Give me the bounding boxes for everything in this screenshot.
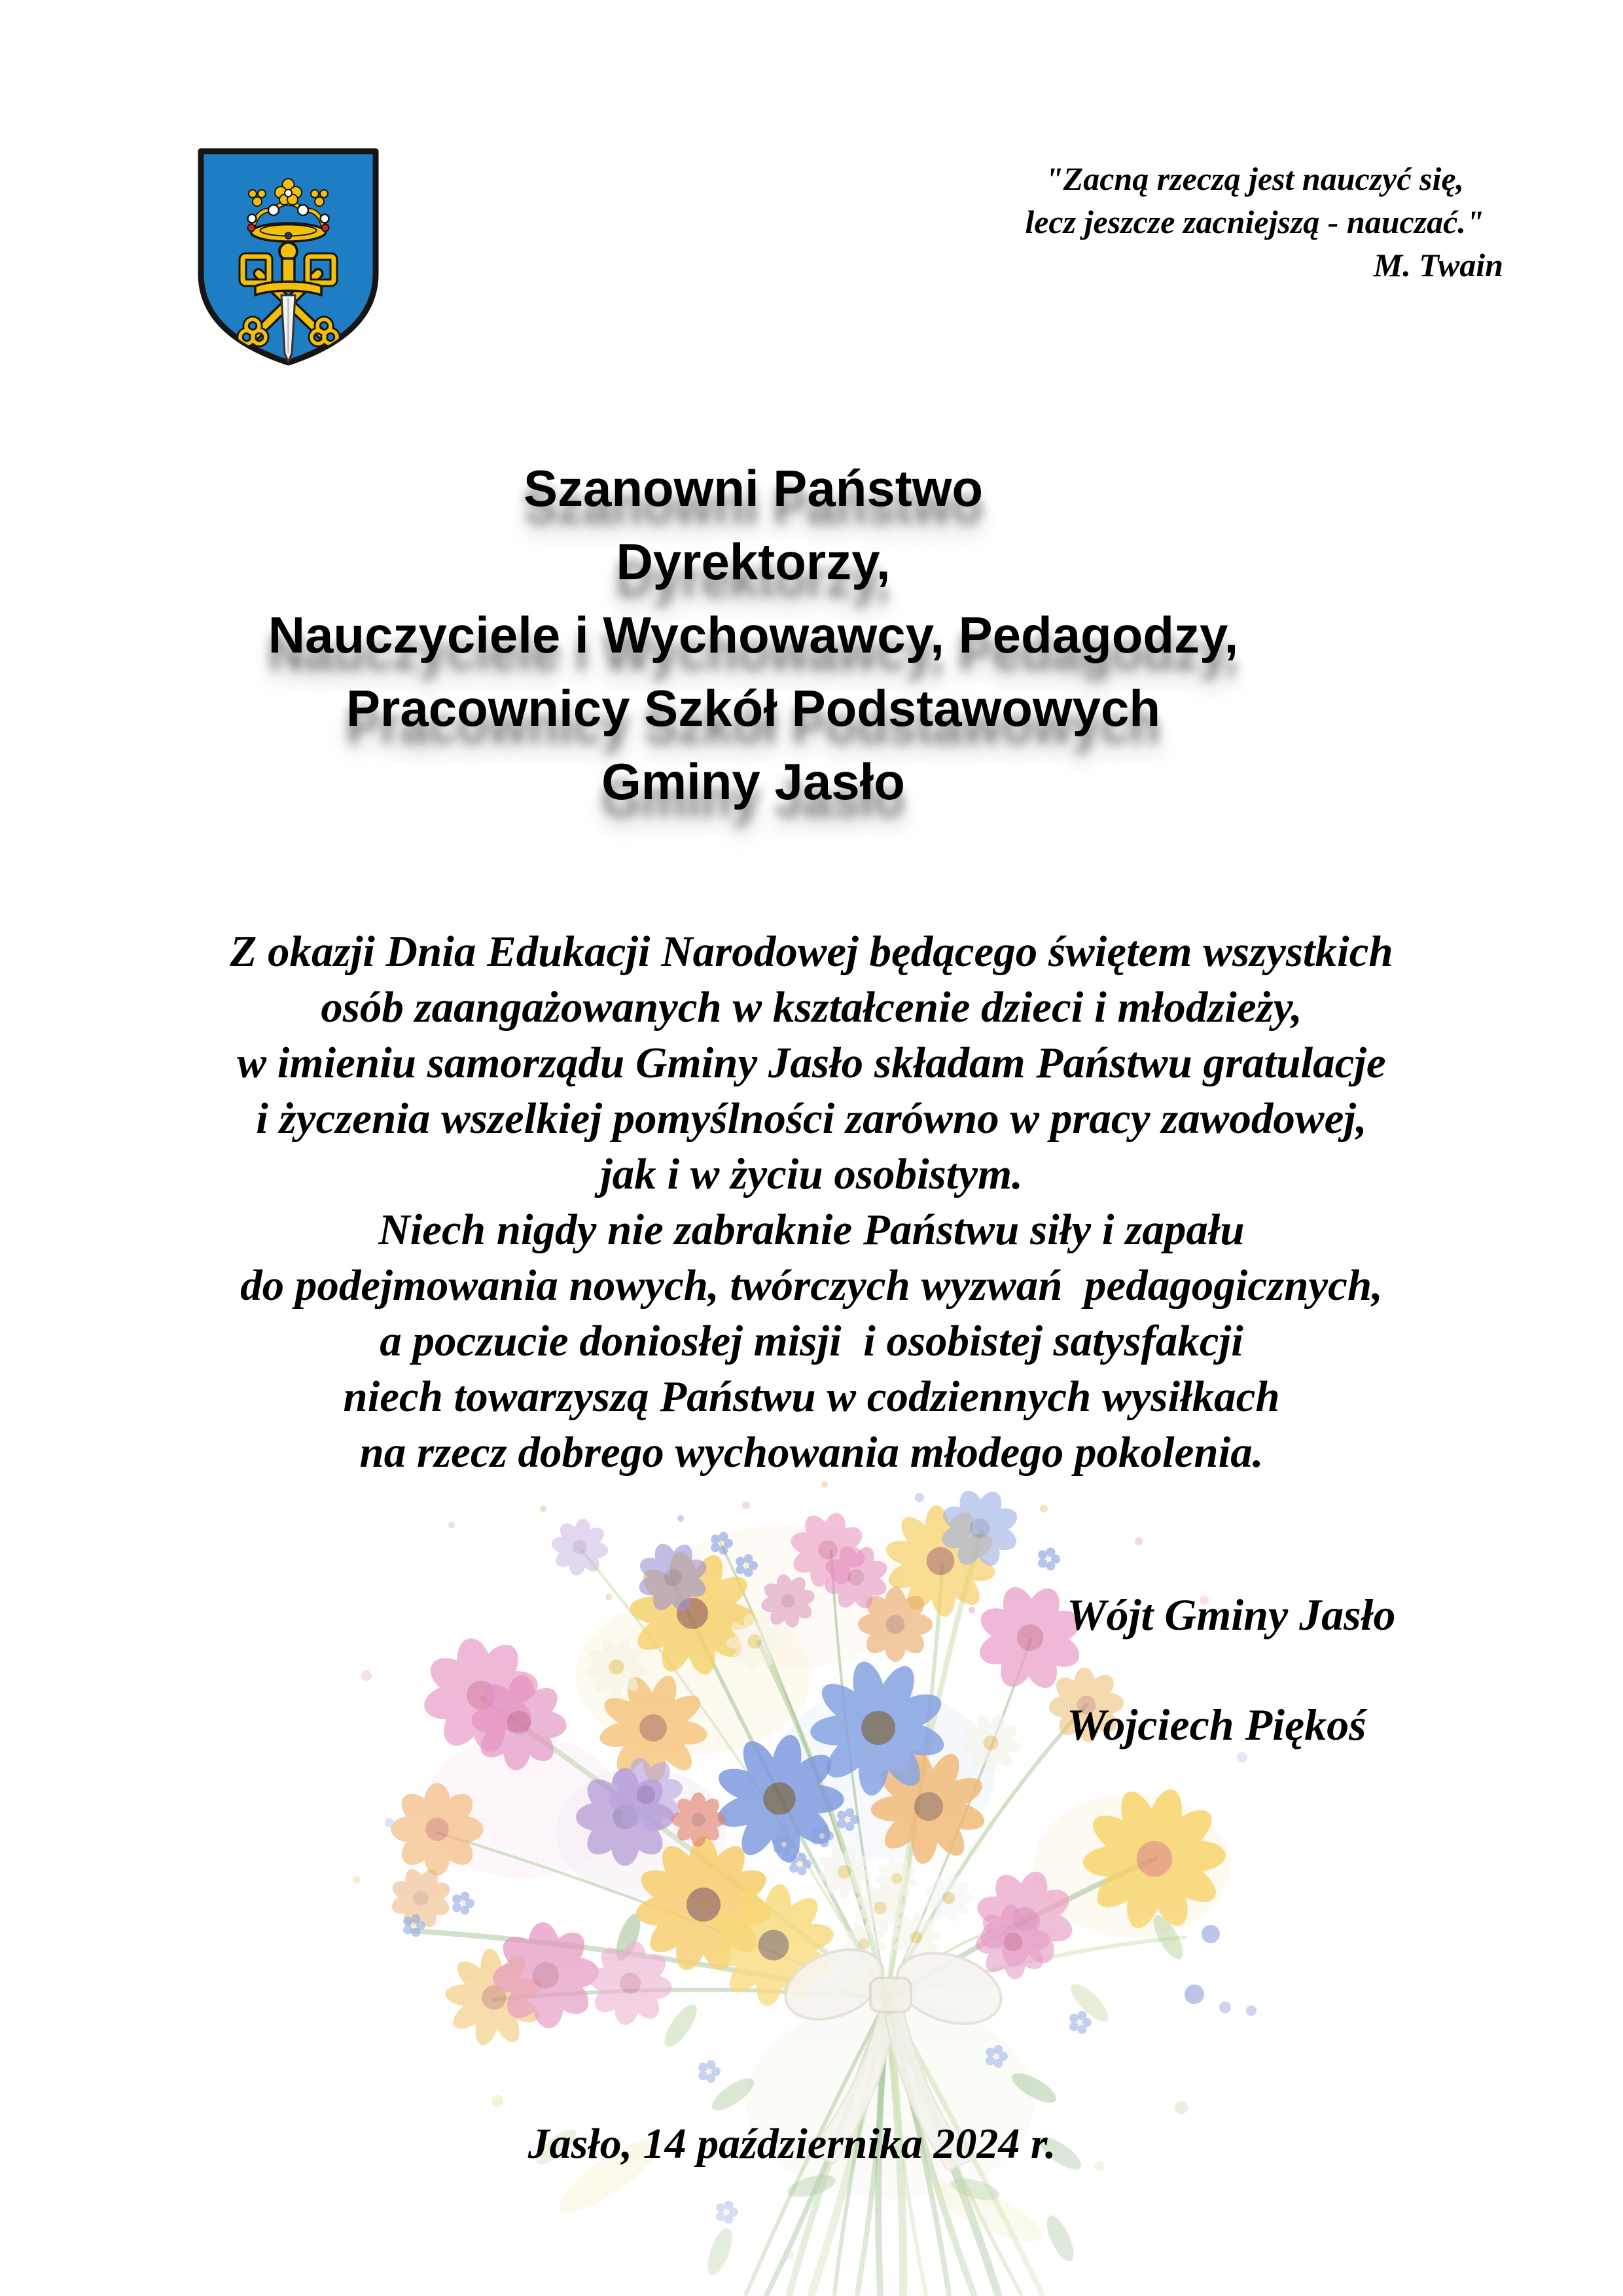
- signature-title: Wójt Gminy Jasło: [1067, 1590, 1396, 1640]
- heading-line: Szanowni Państwo: [523, 459, 984, 517]
- body-line: Z okazji Dnia Edukacji Narodowej będącego świętem wszystkich: [230, 927, 1393, 976]
- quote-block: [960, 157, 1549, 287]
- body-line: na rzecz dobrego wychowania młodego pokolenia.: [359, 1428, 1264, 1477]
- body-line: niech towarzyszą Państwu w codziennych wysiłkach: [343, 1372, 1280, 1421]
- heading-block: [0, 452, 1507, 818]
- body-paragraph: [8, 924, 1615, 1480]
- body-line: jak i w życiu osobistym.: [600, 1150, 1023, 1198]
- heading-line: Gminy Jasło: [601, 753, 905, 810]
- heading-line: Nauczyciele i Wychowawcy, Pedagodzy,: [268, 606, 1239, 664]
- quote-attribution: M. Twain: [1373, 247, 1503, 283]
- body-line: osób zaangażowanych w kształcenie dzieci i młodzieży,: [321, 983, 1302, 1031]
- coat-of-arms-graphic: [194, 145, 382, 368]
- body-line: a poczucie doniosłej misji i osobistej satysfakcji: [380, 1317, 1243, 1365]
- heading-line: Dyrektorzy,: [616, 533, 891, 590]
- quote-line: lecz jeszcze zacniejszą - nauczać.": [1025, 204, 1484, 240]
- body-line: do podejmowania nowych, twórczych wyzwań pedagogicznych,: [240, 1261, 1383, 1310]
- body-line: Niech nigdy nie zabraknie Państwu siły i zapału: [378, 1206, 1245, 1254]
- coat-of-arms: [194, 145, 382, 368]
- body-line: w imieniu samorządu Gminy Jasło składam Państwu gratulacje: [237, 1039, 1386, 1087]
- heading-line: Pracownicy Szkół Podstawowych: [346, 679, 1161, 737]
- signature-name: Wojciech Piękoś: [1067, 1700, 1366, 1749]
- body-line: i życzenia wszelkiej pomyślności zarówno w pracy zawodowej,: [256, 1094, 1367, 1143]
- quote-line: "Zacną rzeczą jest nauczyć się,: [1044, 160, 1465, 197]
- date-line: Jasło, 14 października 2024 r.: [527, 2120, 1056, 2168]
